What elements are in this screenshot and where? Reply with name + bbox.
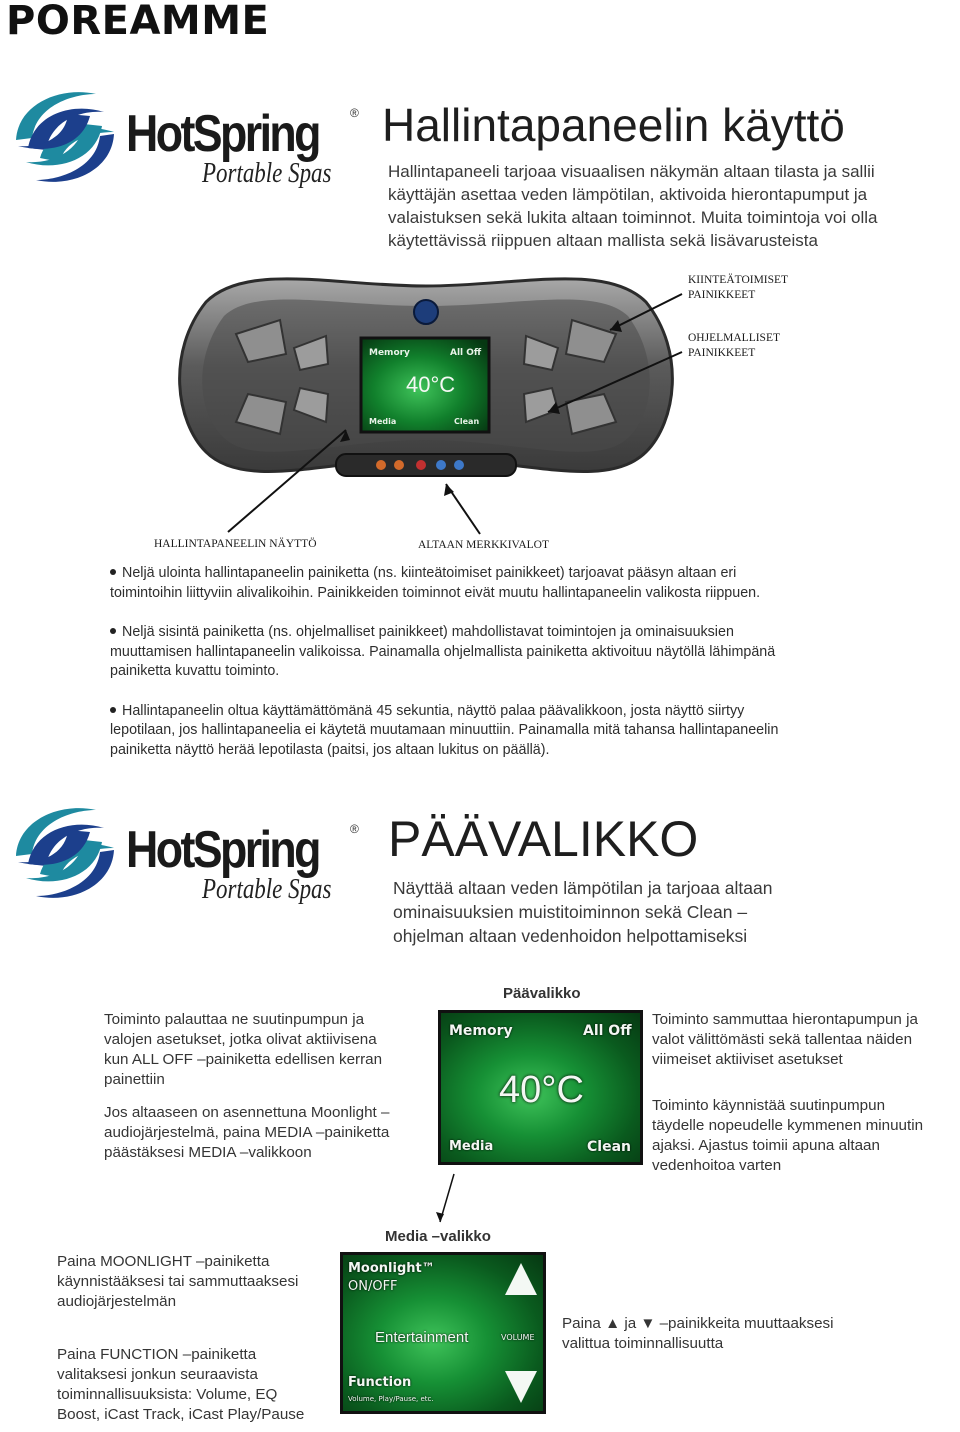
callout-arrows [0,0,960,560]
logo-registered: ® [350,106,359,120]
callout-fixed-buttons: KIINTEÄTOIMISET PAINIKKEET [688,274,789,301]
panel-screen-clean: Clean [454,417,480,426]
media-menu-label: Media –valikko [385,1228,491,1245]
main-screen-clean[interactable]: Clean [587,1139,631,1155]
function-description: Paina FUNCTION –painiketta valitaksesi jonkun seuraavista toiminnallisuuksista: Volume, EQ Boost, iCast Track, iCast Play/Pause [57,1346,305,1423]
bullet-item: Neljä sisintä painiketta (ns. ohjelmalliset painikkeet) mahdollistavat toimintojen ja ominaisuuksien muuttamisen hallintapaneelin valikoissa. Painamalla ohjelmallista painiketta aktivoituu näytöllä lähimpänä painiketta kuvattu toiminto. [110,624,776,679]
logo-subtitle: Portable Spas [202,874,332,905]
media-description: Jos altaaseen on asennettuna Moonlight – audiojärjestelmä, paina MEDIA –painiketta päästäksesi MEDIA –valikkoon [104,1104,390,1161]
bullet-item: Neljä ulointa hallintapaneelin painiketta (ns. kiinteätoimiset painikkeet) tarjoavat pääsyn altaan eri toimintoihin liittyviin alivalikoihin. Painikkeiden toiminnot eivät muutu hallintapaneelin valikosta riippuen. [110,565,761,601]
media-arrow [420,1170,470,1230]
callout-indicators: ALTAAN MERKKIVALOT [418,539,550,551]
media-screen-entertainment: Entertainment [375,1329,469,1346]
main-menu-label: Päävalikko [503,985,581,1002]
hotspring-swirl-icon [10,800,122,906]
clean-description: Toiminto käynnistää suutinpumpun täydelle nopeudelle kymmenen minuutin ajaksi. Ajastus toimii apuna altaan vedenhoitoa varten [652,1097,924,1174]
main-screen-alloff[interactable]: All Off [583,1023,632,1039]
logo-brand: HotSpring [126,821,319,879]
bullet-dot [110,707,116,713]
logo-registered: ® [350,822,359,836]
media-screen-function-sub: Volume, Play/Pause, etc. [348,1395,434,1403]
down-arrow-icon[interactable] [503,1369,539,1405]
up-arrow-icon[interactable] [503,1261,539,1297]
media-screen-moonlight[interactable]: Moonlight™ [348,1261,435,1276]
media-menu-screen [340,1252,546,1414]
section2-intro: Näyttää altaan veden lämpötilan ja tarjoaa altaan ominaisuuksien muistitoiminnon sekä Clean – ohjelman altaan vedenhoidon helpottamiseksi [393,878,773,946]
main-menu-screen [438,1010,643,1165]
callout-display: HALLINTAPANEELIN NÄYTTÖ [154,538,317,550]
arrows-description: Paina ▲ ja ▼ –painikkeita muuttaaksesi valittua toiminnallisuutta [562,1315,834,1352]
panel-screen-alloff: All Off [450,348,482,358]
section1-title: Hallintapaneelin käyttö [382,99,845,151]
callout-programmable-buttons: OHJELMALLISET PAINIKKEET [688,332,780,359]
hotspring-logo-2 [10,800,370,910]
main-screen-temp: 40°C [499,1069,584,1111]
media-screen-function[interactable]: Function [348,1375,412,1390]
panel-screen-memory: Memory [369,348,410,358]
media-screen-volume: VOLUME [501,1333,535,1342]
page-header: POREAMME [6,0,270,44]
bullet-item: Hallintapaneelin oltua käyttämättömänä 45 sekuntia, näyttö palaa päävalikkoon, josta näyttö siirtyy lepotilaan, jos hallintapaneelia ei käytetä muutamaan minuuttiin. Painamalla mitä tahansa hallintapaneelin painiketta näyttö herää lepotilasta (paitsi, jos altaan lukitus on päällä). [110,702,779,758]
media-screen-onoff: ON/OFF [348,1279,398,1294]
main-screen-memory[interactable]: Memory [449,1023,513,1039]
alloff-memory-description: Toiminto palauttaa ne suutinpumpun ja valojen asetukset, jotka olivat aktiivisena kun ALL OFF –painiketta edellisen kerran painettiin [104,1011,383,1088]
bullet-dot [110,628,116,634]
logo-brand: HotSpring [126,105,319,163]
section2-title: PÄÄVALIKKO [388,811,699,867]
logo-subtitle: Portable Spas [202,158,332,189]
panel-screen-temp: 40°C [406,372,456,397]
moonlight-description: Paina MOONLIGHT –painiketta käynnistääksesi tai sammuttaaksesi audiojärjestelmän [57,1253,299,1310]
section1-bullets [110,564,910,780]
panel-screen-media: Media [369,417,397,426]
section1-intro: Hallintapaneeli tarjoaa visuaalisen näkymän altaan tilasta ja sallii käyttäjän asettaa veden lämpötilan, aktivoida hierontapumput ja valaistuksen sekä lukita altaan toiminnot. Muita toimintoja voi olla käytettävissä riippuen altaan mallista sekä lisävarusteista [388,162,878,250]
bullet-dot [110,569,116,575]
main-screen-media[interactable]: Media [449,1139,494,1154]
alloff-description: Toiminto sammuttaa hierontapumpun ja valot välittömästi sekä tallentaa näiden viimeiset aktiiviset asetukset [652,1011,918,1068]
